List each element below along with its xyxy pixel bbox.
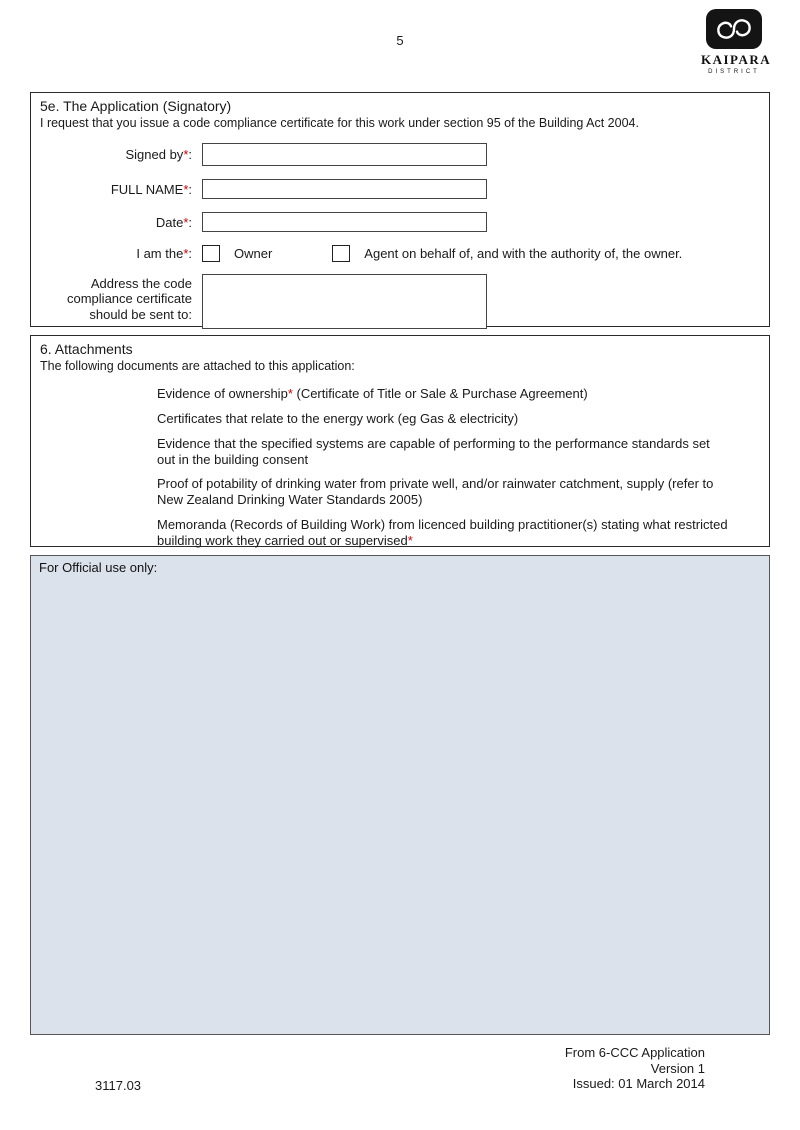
i-am-the-row bbox=[40, 245, 760, 262]
list-item: Proof of potability of drinking water from private well, and/or rainwater catchment, supply (refer to New Zealand Drinking Water Standards 2005) bbox=[157, 476, 714, 508]
official-use-label: For Official use only: bbox=[39, 560, 158, 575]
date-row bbox=[40, 212, 760, 232]
required-asterisk: * bbox=[183, 147, 189, 162]
agent-checkbox-label: Agent on behalf of, and with the authority of, the owner. bbox=[364, 246, 683, 261]
footer-version: Version 1 bbox=[650, 1060, 705, 1076]
attachments-list bbox=[157, 386, 730, 574]
required-asterisk: * bbox=[183, 214, 189, 230]
footer-version-block bbox=[565, 1045, 705, 1092]
date-label: Date*: bbox=[155, 214, 192, 230]
section-6-intro: The following documents are attached to this application: bbox=[40, 359, 355, 373]
full-name-input[interactable] bbox=[202, 179, 487, 199]
address-row bbox=[40, 274, 760, 329]
logo-subtitle: DISTRICT bbox=[708, 69, 760, 75]
required-asterisk: * bbox=[183, 246, 189, 261]
kaipara-district-logo bbox=[701, 8, 772, 75]
address-textarea[interactable] bbox=[202, 274, 487, 329]
owner-checkbox-label: Owner bbox=[234, 246, 273, 261]
full-name-row bbox=[40, 179, 760, 199]
section-5e-title: 5e. The Application (Signatory) bbox=[40, 98, 232, 114]
agent-checkbox[interactable] bbox=[332, 245, 350, 262]
i-am-the-label: I am the*: bbox=[136, 246, 192, 261]
full-name-label: FULL NAME*: bbox=[110, 181, 192, 197]
section-application-signatory bbox=[30, 92, 770, 327]
date-input[interactable] bbox=[202, 212, 487, 232]
signed-by-input[interactable] bbox=[202, 143, 487, 166]
list-item: Certificates that relate to the energy work (eg Gas & electricity) bbox=[157, 410, 519, 426]
owner-checkbox[interactable] bbox=[202, 245, 220, 262]
section-5e-intro: I request that you issue a code compliance certificate for this work under section 95 of the Building Act 2004. bbox=[40, 116, 639, 130]
footer-form-name: From 6-CCC Application bbox=[564, 1045, 705, 1060]
list-item: Memoranda (Records of Building Work) from licenced building practitioner(s) stating what restricted building work they carried out or supervised* bbox=[157, 517, 728, 549]
official-use-box bbox=[30, 555, 770, 1035]
address-label: Address the code compliance certificate should be sent to: bbox=[67, 276, 192, 322]
signed-by-row bbox=[40, 143, 760, 166]
logo-title: KAIPARA bbox=[701, 52, 772, 67]
page-number: 5 bbox=[396, 33, 404, 48]
koru-logo-icon bbox=[701, 8, 767, 50]
required-asterisk: * bbox=[183, 181, 189, 197]
document-code: 3117.03 bbox=[95, 1078, 142, 1093]
section-attachments bbox=[30, 335, 770, 547]
section-6-title: 6. Attachments bbox=[40, 341, 133, 357]
list-item: Evidence that the specified systems are capable of performing to the performance standards set out in the building consent bbox=[157, 435, 710, 467]
footer-issued-date: Issued: 01 March 2014 bbox=[572, 1076, 705, 1092]
signed-by-label: Signed by*: bbox=[125, 147, 192, 162]
list-item: Evidence of ownership* (Certificate of Title or Sale & Purchase Agreement) bbox=[157, 386, 588, 401]
